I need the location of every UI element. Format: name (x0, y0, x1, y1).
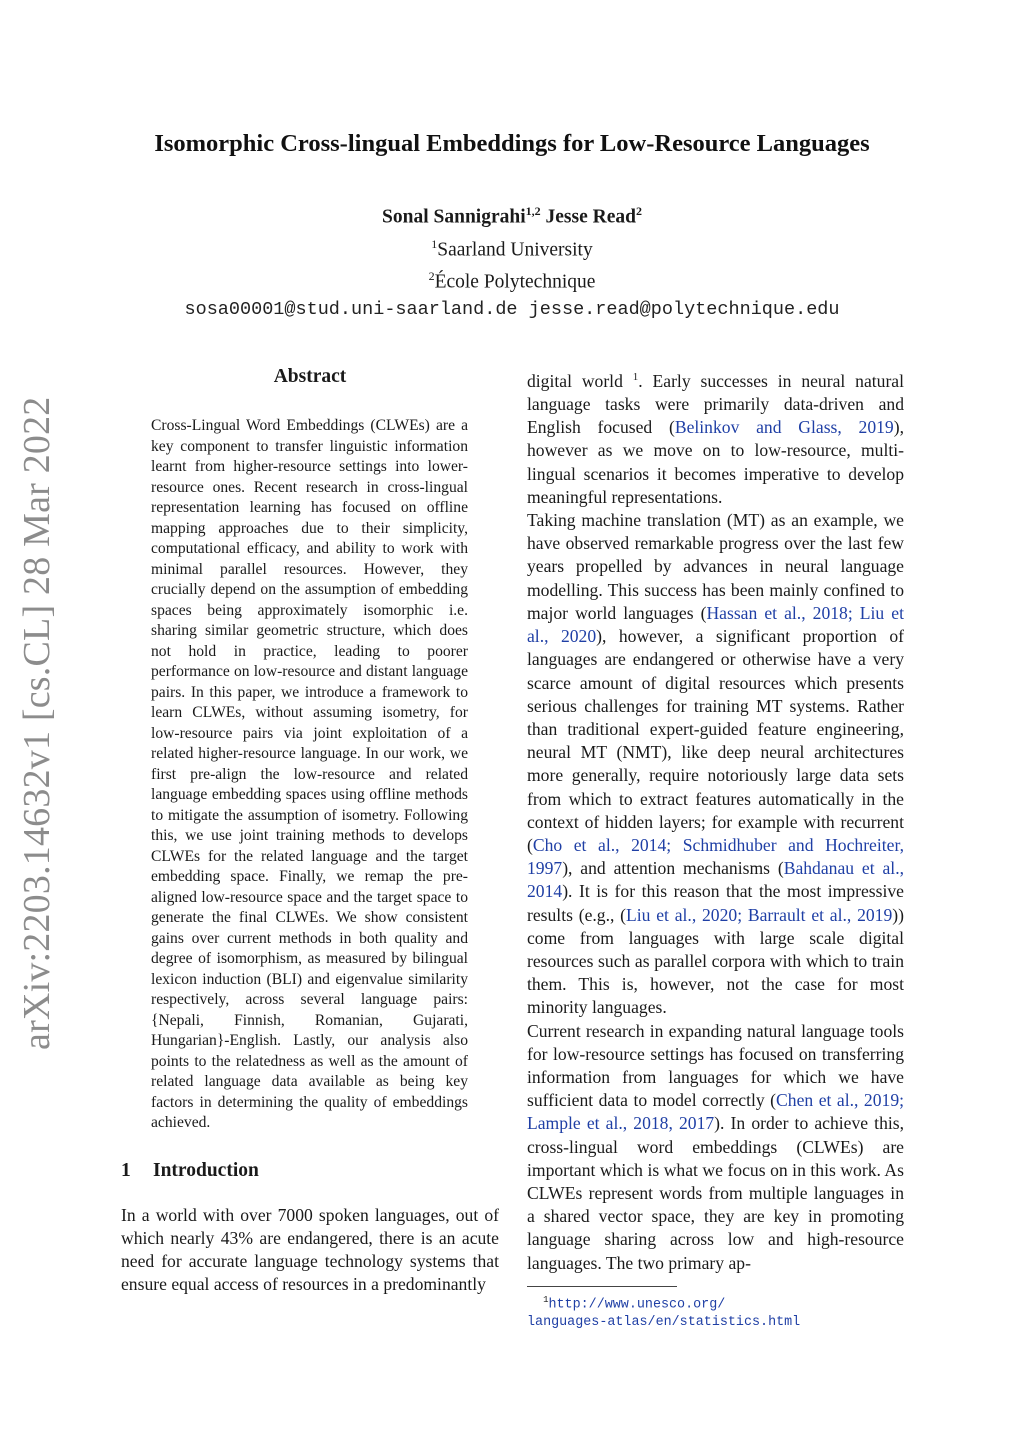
footnote-marker[interactable]: 1 (632, 371, 639, 383)
citation-separator: ; (899, 1090, 905, 1111)
citation-link[interactable]: Belinkov and Glass, 2019 (674, 417, 894, 438)
author-emails (0, 297, 1024, 323)
citation-link[interactable]: Liu et al., 2020 (626, 904, 738, 925)
citation-link[interactable]: Hassan et al., 2018 (706, 602, 848, 623)
footnote (527, 1291, 904, 1332)
text-span: ), and attention mechanisms ( (562, 858, 784, 879)
left-column (121, 366, 499, 1296)
text-span: ). In order to achieve this, cross-lingual word embeddings (CLWEs) are important which is what we focus on in this work. As CLWEs represent words from multiple languages in a shared vector space, they are key in promoting language sharing across low and high-resource languages. The two primary ap- (527, 1113, 905, 1273)
body-paragraph (527, 1020, 904, 1275)
affiliation-marker: 2 (428, 269, 435, 283)
author-affiliation-marker: 1,2 (525, 204, 541, 218)
email-address: sosa00001@stud.uni-saarland.de (184, 298, 518, 320)
text-span: Current research in expanding natural language tools for low-resource settings has focused on transferring information from languages for which we have sufficient data to model correctly ( (527, 1020, 904, 1111)
arxiv-identifier-stamp: arXiv:2203.14632v1 [cs.CL] 28 Mar 2022 (16, 396, 58, 1050)
footnote-url[interactable]: http://www.unesco.org/ (548, 1297, 726, 1313)
author-name: Jesse Read (545, 206, 636, 228)
body-paragraph (527, 509, 904, 1019)
affiliation-name: École Polytechnique (434, 271, 596, 293)
abstract-heading: Abstract (273, 366, 347, 387)
footnote-divider (527, 1286, 677, 1287)
citation-link[interactable]: 2017 (678, 1113, 715, 1134)
section-heading-introduction (121, 1160, 499, 1182)
citation-link[interactable]: Liu et al., 2020 (527, 602, 904, 647)
intro-paragraph: In a world with over 7000 spoken languages, out of which nearly 43% are endangered, there is an acute need for accurate language technology systems that ensure equal access of resources in a predominantly (121, 1204, 499, 1295)
author-affiliation-marker: 2 (635, 204, 642, 218)
citation-separator: ; (737, 904, 748, 925)
citation-link[interactable]: Chen et al., 2019 (776, 1090, 900, 1111)
text-span: ), however, a significant proportion of languages are endangered or otherwise have a very scarce amount of digital resources which presents serious challenges for training MT systems. Rather than traditional expert-guided feature engineering, neural MT (NMT), like deep neural architectures more generally, require notoriously large data sets from which to extract features automatically in the context of hidden layers; for example with recurrent ( (527, 626, 904, 855)
section-number: 1 (121, 1159, 131, 1181)
citation-link[interactable]: Lample et al., 2018 (527, 1113, 669, 1134)
text-span: ). It is for this reason that the most impressive results (e.g., ( (527, 881, 904, 925)
section-title: Introduction (153, 1159, 259, 1181)
author-block (0, 198, 1024, 323)
text-span: digital world (527, 370, 633, 391)
footnote-url[interactable]: languages-atlas/en/statistics.html (527, 1315, 801, 1331)
author-name: Sonal Sannigrahi (382, 206, 526, 228)
paper-title: Isomorphic Cross-lingual Embeddings for Low-Resource Languages (154, 130, 870, 157)
footnote-number: 1 (543, 1294, 549, 1305)
citation-separator: ; (847, 602, 860, 623)
text-span: )) come from languages with large scale digital resources such as parallel corpora with which to train them. This is, however, not the case for most minority languages. (527, 904, 904, 1018)
citation-link[interactable]: Barrault et al., 2019 (747, 904, 893, 925)
right-column (527, 366, 904, 1332)
affiliation-name: Saarland University (437, 239, 593, 260)
affiliation-marker: 1 (431, 236, 438, 251)
citation-link[interactable]: Bahdanau et al., 2014 (527, 858, 904, 902)
body-paragraph (527, 366, 904, 509)
citation-link[interactable]: Schmidhuber and Hochreiter, 1997 (527, 834, 905, 879)
citation-link[interactable]: Cho et al., 2014 (532, 834, 667, 855)
text-span: Taking machine translation (MT) as an example, we have observed remarkable progress over the last few years propelled by advances in neural language modelling. This success has been mainly confined to major world languages ( (527, 510, 904, 623)
author-names (0, 198, 1024, 231)
text-span: ), however as we move on to low-resource, multi-lingual scenarios it becomes imperative to develop meaningful representations. (527, 417, 904, 507)
text-span: . Early successes in neural natural language tasks were primarily data-driven and English focused ( (527, 370, 904, 438)
citation-separator: , (668, 1113, 679, 1134)
abstract-text: Cross-Lingual Word Embeddings (CLWEs) are a key component to transfer linguistic information learnt from higher-resource settings into lower-resource ones. Recent research in cross-lingual representation learning has focused on offline mapping approaches due to their simplicity, computational efficacy, and ability to work with minimal parallel resources. However, they crucially depend on the assumption of embedding spaces being approximately isomorphic i.e. sharing similar geometric structure, which does not hold in practice, leading to poorer performance on low-resource and distant language pairs. In this paper, we introduce a framework to learn CLWEs, without assuming isometry, for low-resource pairs via joint exploitation of a related higher-resource language. In our work, we first pre-align the low-resource and related language embedding spaces using offline methods to mitigate the assumption of isometry. Following this, we use joint training methods to develops CLWEs for the related language and the target embedding space. Finally, we remap the pre-aligned low-resource space and the target space to generate the final CLWEs. We show consistent gains over current methods in both quality and degree of isomorphism, as measured by bilingual lexicon induction (BLI) and eigenvalue similarity respectively, across several language pairs: {Nepali, Finnish, Romanian, Gujarati, Hungarian}-English. Lastly, our analysis also points to the relatedness as well as the amount of related language data available as being key factors in determining the quality of embeddings achieved. (151, 417, 468, 1131)
affiliation (0, 263, 1024, 296)
email-address: jesse.read@polytechnique.edu (528, 298, 840, 320)
citation-separator: ; (666, 834, 683, 855)
affiliation (0, 231, 1024, 264)
